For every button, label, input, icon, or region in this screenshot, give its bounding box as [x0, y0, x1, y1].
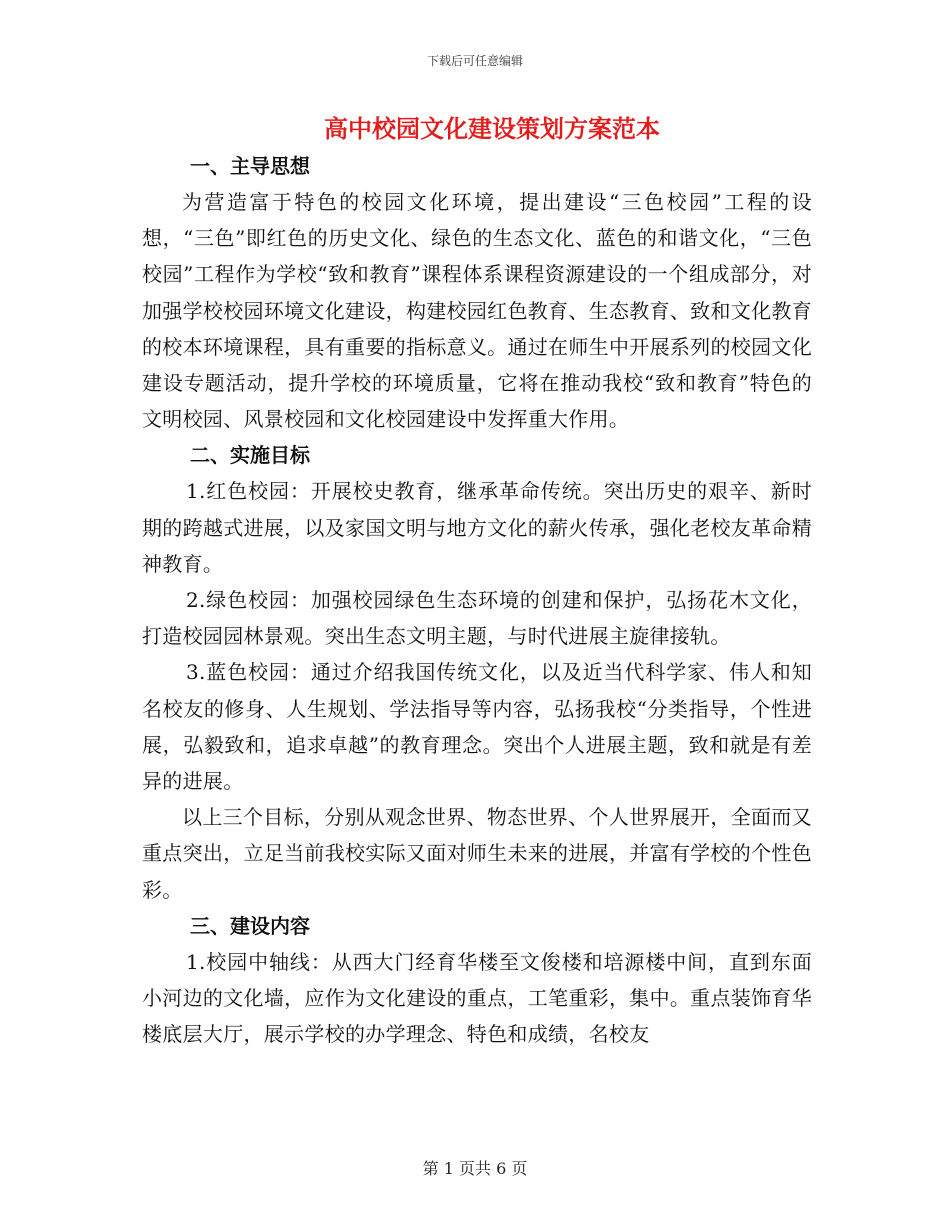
section-heading-guiding-ideology: 一、主导思想 [190, 154, 310, 178]
page-number-footer: 第 1 页共 6 页 [422, 1159, 528, 1178]
paragraph-guiding-ideology: 为营造富于特色的校园文化环境，提出建设“三色校园”工程的设想，“三色”即红色的历史文化、绿色的生态文化、蓝色的和谐文化，“三色校园”工程作为学校“致和教育”课程体系课程资源建设的一个组成部分，对加强学校校园环境文化建设，构建校园红色教育、生态教育、致和文化教育的校本环境课程，具有重要的指标意义。通过在师生中开展系列的校园文化建设专题活动，提升学校的环境质量，它将在推动我校“致和教育”特色的文明校园、风景校园和文化校园建设中发挥重大作用。 [142, 190, 812, 432]
document-title: 高中校园文化建设策划方案范本 [324, 114, 660, 143]
section-heading-content: 三、建设内容 [190, 913, 310, 938]
paragraph-goal-red-campus: 1.红色校园：开展校史教育，继承革命传统。突出历史的艰辛、新时期的跨越式进展，以及家国文明与地方文化的薪火传承，强化老校友革命精神教育。 [142, 479, 812, 576]
paragraph-content-central-axis: 1.校园中轴线：从西大门经育华楼至文俊楼和培源楼中间，直到东面小河边的文化墙，应作为文化建设的重点，工笔重彩，集中。重点装饰育华楼底层大厅，展示学校的办学理念、特色和成绩，名校友 [142, 949, 812, 1047]
paragraph-goal-green-campus: 2.绿色校园：加强校园绿色生态环境的创建和保护，弘扬花木文化，打造校园园林景观。突出生态文明主题，与时代进展主旋律接轨。 [142, 588, 812, 649]
paragraph-goals-summary: 以上三个目标，分别从观念世界、物态世界、个人世界展开，全面而又重点突出，立足当前我校实际又面对师生未来的进展，并富有学校的个性色彩。 [142, 805, 812, 902]
page-header-note: 下载后可任意编辑 [426, 54, 523, 68]
section-heading-goals: 二、实施目标 [190, 443, 310, 468]
document-body [142, 110, 812, 1052]
paragraph-goal-blue-campus: 3.蓝色校园：通过介绍我国传统文化，以及近当代科学家、伟人和知名校友的修身、人生规划、学法指导等内容，弘扬我校“分类指导，个性进展，弘毅致和，追求卓越”的教育理念。突出个人进展主题，致和就是有差异的进展。 [142, 660, 812, 794]
